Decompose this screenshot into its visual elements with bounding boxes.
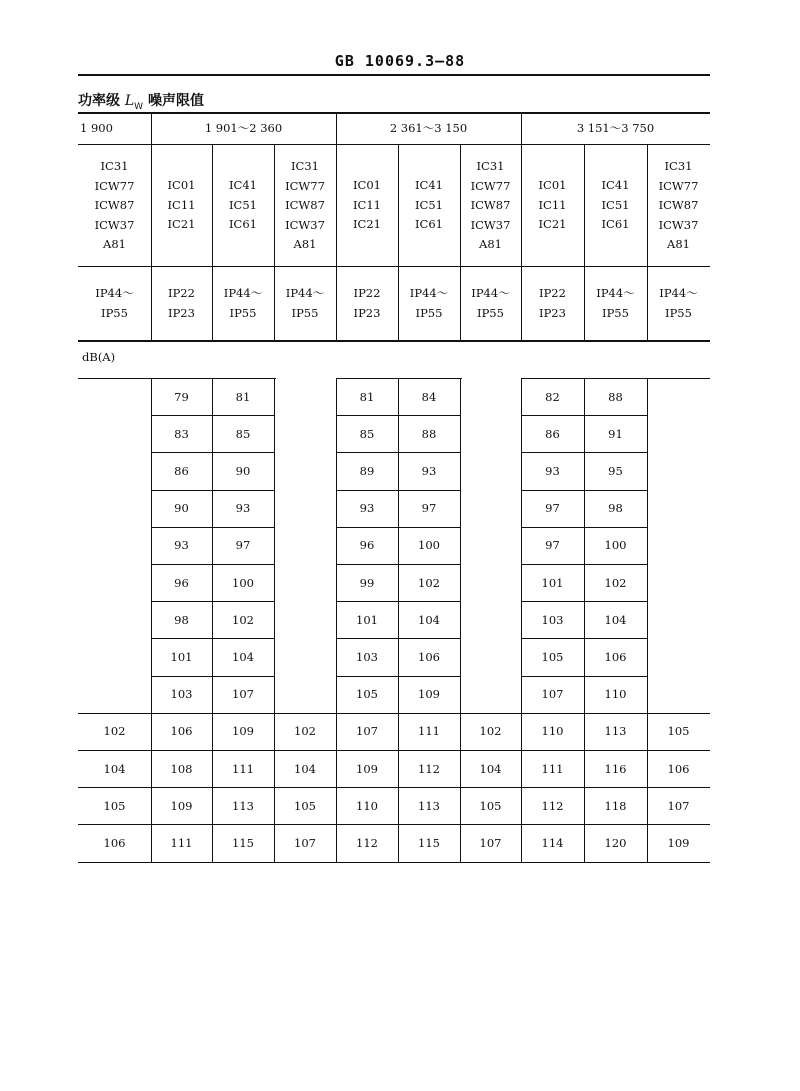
noise-value: 99 — [359, 575, 375, 590]
cooling-code: ICW77 — [285, 178, 325, 193]
noise-value: 79 — [174, 389, 189, 404]
protection-code: IP44～ — [95, 286, 134, 300]
noise-value: 114 — [541, 835, 564, 850]
protection-code-cell — [398, 284, 460, 323]
noise-value: 111 — [170, 835, 193, 850]
noise-value: 109 — [667, 835, 690, 850]
cooling-code: IC01 — [538, 178, 567, 192]
noise-value: 118 — [604, 798, 627, 813]
cooling-code: IC01 — [167, 178, 196, 192]
cooling-code: ICW77 — [658, 178, 699, 193]
noise-value: 105 — [479, 798, 502, 813]
protection-code: IP55 — [602, 305, 629, 320]
cooling-code-cell — [647, 157, 710, 255]
protection-code: IP23 — [168, 305, 195, 320]
cooling-code: IC11 — [167, 197, 196, 212]
noise-value: 103 — [541, 612, 564, 627]
cooling-code: IC21 — [538, 217, 567, 231]
cooling-code-cell — [521, 176, 584, 235]
protection-code-cell — [274, 284, 336, 323]
noise-value: 85 — [235, 426, 251, 441]
cooling-code-cell — [78, 157, 151, 255]
cooling-code: IC41 — [601, 178, 630, 192]
protection-code: IP55 — [665, 305, 692, 320]
cooling-code: ICW77 — [470, 178, 511, 193]
column-rule — [151, 144, 152, 340]
noise-value: 111 — [418, 724, 440, 739]
protection-code: IP55 — [477, 305, 504, 320]
noise-value: 107 — [479, 835, 502, 850]
noise-value: 112 — [356, 835, 378, 850]
column-rule — [521, 112, 522, 144]
noise-value: 109 — [356, 761, 378, 776]
noise-value: 103 — [356, 649, 378, 664]
protection-code: IP44～ — [223, 286, 263, 300]
protection-code-cell — [151, 284, 212, 323]
column-rule — [336, 144, 337, 340]
noise-value: 111 — [541, 761, 564, 776]
noise-value: 108 — [170, 761, 193, 776]
cooling-code: IC11 — [353, 197, 381, 212]
noise-value: 105 — [356, 687, 378, 702]
cooling-code: A81 — [103, 237, 126, 251]
noise-value: 106 — [667, 761, 690, 776]
noise-value: 107 — [294, 835, 316, 850]
cooling-code: ICW87 — [470, 198, 511, 212]
noise-value: 105 — [103, 798, 126, 813]
protection-code: IP22 — [539, 286, 566, 300]
protection-code: IP23 — [353, 305, 381, 320]
noise-value: 101 — [541, 575, 564, 590]
noise-value: 100 — [604, 538, 627, 553]
protection-code: IP55 — [291, 305, 319, 320]
noise-value: 86 — [174, 463, 189, 478]
cooling-code: IC31 — [291, 159, 319, 173]
noise-value: 97 — [545, 538, 560, 553]
noise-value: 90 — [235, 463, 251, 478]
noise-value: 97 — [545, 501, 560, 516]
column-rule — [274, 144, 275, 340]
noise-value: 107 — [541, 687, 564, 702]
column-rule — [521, 144, 522, 340]
protection-code-cell — [584, 284, 647, 323]
noise-value: 88 — [608, 389, 623, 404]
cooling-code: ICW37 — [658, 217, 699, 232]
table-bottom-rule — [78, 862, 710, 864]
noise-value: 104 — [232, 649, 254, 664]
noise-value: 89 — [359, 463, 375, 478]
speed-header: 1 900 — [80, 121, 113, 135]
empty-block — [462, 378, 522, 713]
cooling-code: IC51 — [415, 197, 443, 212]
noise-value: 81 — [359, 389, 375, 404]
noise-value: 120 — [604, 835, 627, 850]
cooling-code-cell — [460, 157, 521, 255]
noise-value: 97 — [235, 538, 251, 553]
noise-value: 97 — [421, 501, 437, 516]
cooling-code: IC31 — [100, 159, 129, 173]
empty-block — [276, 378, 337, 713]
noise-value: 106 — [170, 724, 193, 739]
noise-value: 101 — [356, 612, 378, 627]
cooling-code-cell — [274, 157, 336, 255]
protection-code-cell — [78, 284, 151, 323]
noise-value: 102 — [604, 575, 627, 590]
noise-value: 104 — [604, 612, 627, 627]
protection-code-cell — [521, 284, 584, 323]
noise-value: 112 — [418, 761, 440, 776]
noise-value: 85 — [359, 426, 375, 441]
protection-code: IP44～ — [659, 286, 698, 300]
speed-header: 1 901～2 360 — [204, 121, 283, 135]
cooling-code: IC21 — [167, 217, 196, 231]
noise-value: 82 — [545, 389, 560, 404]
noise-value: 88 — [421, 426, 437, 441]
noise-value: 93 — [421, 463, 437, 478]
noise-value: 107 — [356, 724, 378, 739]
column-rule — [647, 144, 648, 340]
cooling-code: A81 — [479, 237, 502, 251]
noise-value: 83 — [174, 426, 189, 441]
noise-value: 90 — [174, 501, 189, 516]
cooling-code: IC61 — [601, 217, 630, 231]
noise-value: 96 — [174, 575, 189, 590]
column-rule — [212, 144, 213, 340]
noise-value: 110 — [356, 798, 378, 813]
noise-value: 113 — [232, 798, 254, 813]
table-rule — [78, 266, 710, 267]
header-rule — [78, 74, 710, 76]
noise-value: 101 — [170, 649, 193, 664]
unit-label: dB(A) — [82, 350, 116, 364]
protection-code: IP22 — [353, 286, 381, 300]
noise-value: 93 — [235, 501, 251, 516]
noise-value: 107 — [667, 798, 690, 813]
cooling-code: IC31 — [664, 159, 693, 173]
protection-code-cell — [647, 284, 710, 323]
noise-value: 106 — [418, 649, 440, 664]
noise-value: 104 — [479, 761, 502, 776]
noise-value: 91 — [608, 426, 623, 441]
cooling-code-cell — [212, 176, 274, 235]
noise-value: 109 — [232, 724, 254, 739]
noise-value: 115 — [232, 835, 254, 850]
table-rule — [78, 340, 710, 342]
noise-value: 113 — [604, 724, 627, 739]
protection-code: IP55 — [101, 305, 128, 320]
cooling-code: IC31 — [476, 159, 505, 173]
cooling-code: ICW37 — [470, 217, 511, 232]
protection-code-cell — [212, 284, 274, 323]
noise-value: 100 — [418, 538, 440, 553]
noise-value: 102 — [418, 575, 440, 590]
noise-value: 104 — [294, 761, 316, 776]
noise-value: 107 — [232, 687, 254, 702]
noise-value: 84 — [421, 389, 437, 404]
cooling-code: IC41 — [229, 178, 257, 192]
cooling-code: IC61 — [229, 217, 257, 231]
protection-code: IP44～ — [596, 286, 635, 300]
noise-value: 98 — [608, 501, 623, 516]
noise-value: 95 — [608, 463, 623, 478]
cooling-code: ICW37 — [285, 217, 325, 232]
cooling-code-cell — [336, 176, 398, 235]
noise-value: 102 — [294, 724, 316, 739]
protection-code: IP44～ — [285, 286, 325, 300]
noise-value: 81 — [235, 389, 251, 404]
cooling-code: IC51 — [229, 197, 257, 212]
cooling-code: ICW87 — [658, 198, 699, 212]
noise-value: 102 — [103, 724, 126, 739]
noise-value: 110 — [541, 724, 564, 739]
cooling-code: IC41 — [415, 178, 443, 192]
cooling-code: A81 — [293, 237, 317, 251]
noise-value: 109 — [170, 798, 193, 813]
document-header: GB 10069.3—88 — [334, 52, 466, 70]
noise-value: 105 — [667, 724, 690, 739]
noise-value: 104 — [103, 761, 126, 776]
cooling-code-cell — [151, 176, 212, 235]
cooling-code: IC01 — [353, 178, 381, 192]
cooling-code: IC21 — [353, 217, 381, 231]
protection-code-cell — [336, 284, 398, 323]
cooling-code: ICW77 — [94, 178, 135, 193]
protection-code: IP23 — [539, 305, 566, 320]
table-rule — [78, 144, 710, 145]
noise-value: 102 — [479, 724, 502, 739]
protection-code: IP55 — [229, 305, 257, 320]
speed-header: 2 361～3 150 — [389, 121, 468, 135]
cooling-code: ICW37 — [94, 217, 135, 232]
noise-value: 93 — [545, 463, 560, 478]
protection-code-cell — [460, 284, 521, 323]
cooling-code: ICW87 — [94, 198, 135, 212]
noise-value: 103 — [170, 687, 193, 702]
noise-value: 100 — [232, 575, 254, 590]
noise-value: 102 — [232, 612, 254, 627]
column-rule — [398, 144, 399, 340]
protection-code: IP44～ — [471, 286, 510, 300]
noise-value: 104 — [418, 612, 440, 627]
cooling-code-cell — [584, 176, 647, 235]
noise-value: 116 — [604, 761, 627, 776]
cooling-code: A81 — [667, 237, 690, 251]
noise-value: 93 — [359, 501, 375, 516]
noise-value: 105 — [294, 798, 316, 813]
noise-value: 93 — [174, 538, 189, 553]
noise-value: 109 — [418, 687, 440, 702]
protection-code: IP55 — [415, 305, 443, 320]
noise-value: 112 — [541, 798, 564, 813]
noise-value: 110 — [604, 687, 627, 702]
protection-code: IP44～ — [409, 286, 449, 300]
noise-value: 98 — [174, 612, 189, 627]
column-rule — [151, 112, 152, 144]
noise-value: 106 — [604, 649, 627, 664]
column-rule — [584, 144, 585, 340]
table-title: 功率级 $L_W$ 噪声限值 — [78, 93, 204, 112]
noise-value: 113 — [418, 798, 440, 813]
column-rule — [460, 144, 461, 340]
cooling-code: IC61 — [415, 217, 443, 231]
noise-value: 86 — [545, 426, 560, 441]
column-rule — [336, 112, 337, 144]
noise-value: 96 — [359, 538, 375, 553]
protection-code: IP22 — [168, 286, 195, 300]
speed-header: 3 151～3 750 — [576, 121, 655, 135]
cooling-code: IC51 — [601, 197, 630, 212]
noise-value: 106 — [103, 835, 126, 850]
noise-value: 105 — [541, 649, 564, 664]
cooling-code-cell — [398, 176, 460, 235]
cooling-code: ICW87 — [285, 198, 325, 212]
cooling-code: IC11 — [538, 197, 567, 212]
noise-value: 115 — [418, 835, 440, 850]
noise-value: 111 — [232, 761, 254, 776]
